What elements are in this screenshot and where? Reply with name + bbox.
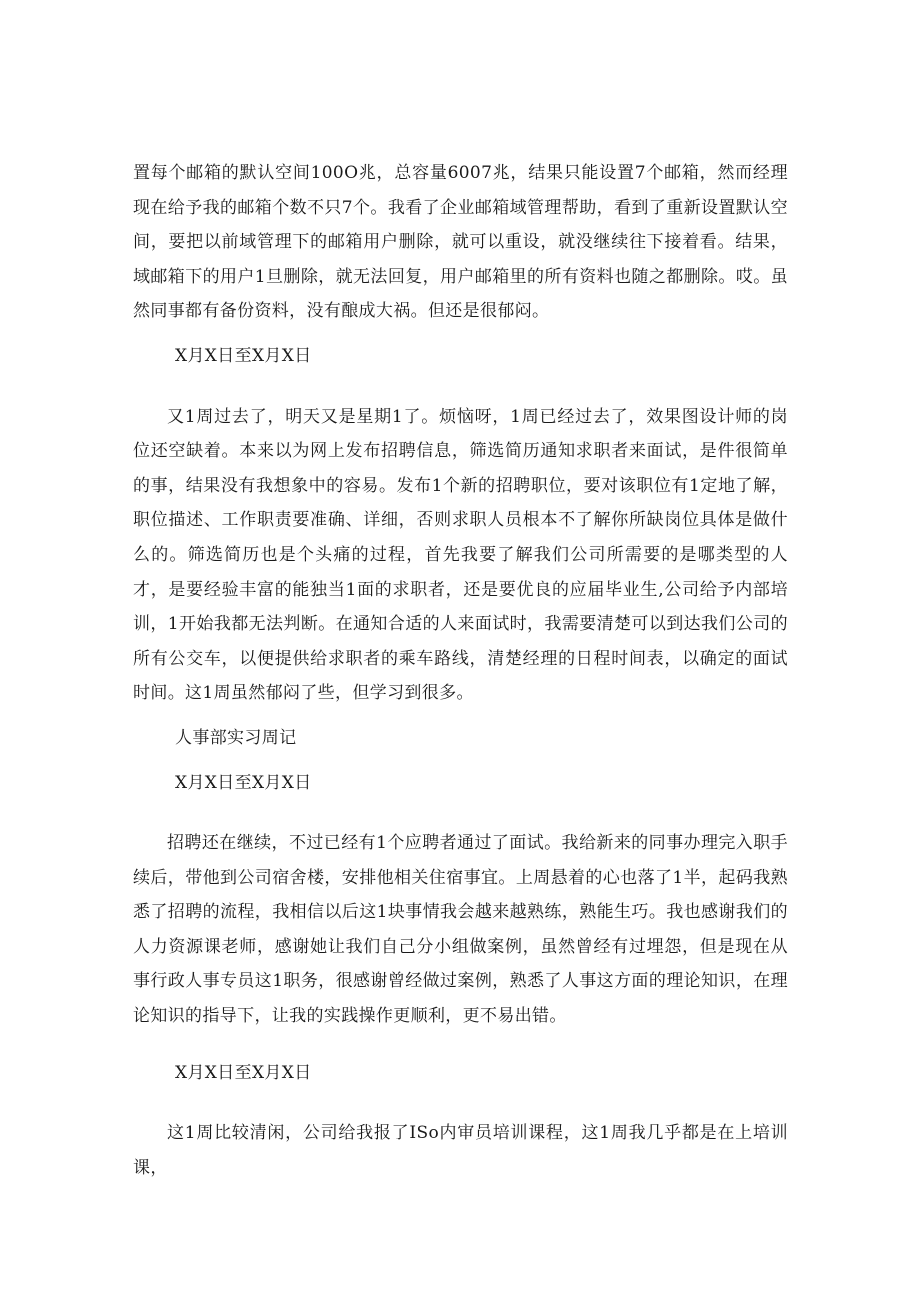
date-range-heading-2: X月X日至X月X日 <box>175 772 312 793</box>
spacer <box>133 374 788 400</box>
spacer <box>133 756 788 766</box>
section-title: 人事部实习周记 <box>175 727 297 748</box>
spacer <box>133 329 788 339</box>
spacer <box>133 1034 788 1056</box>
spacer <box>133 1090 788 1116</box>
paragraph-onboarding: 招聘还在继续，不过已经有1个应聘者通过了面试。我给新来的同事办理完入职手续后，带他到公司宿舍楼，安排他相关住宿事宜。上周悬着的心也落了1半，起码我熟悉了招聘的流程，我相信以后这1块事情我会越来越熟练，熟能生巧。我也感谢我们的人力资源课老师，感谢她让我们自己分小组做案例，虽然曾经有过埋怨，但是现在从事行政人事专员这1职务，很感谢曾经做过案例，熟悉了人事这方面的理论知识，在理论知识的指导下，让我的实践操作更顺利，更不易出错。 <box>133 833 788 1027</box>
date-range-heading-1: X月X日至X月X日 <box>175 345 312 366</box>
spacer <box>133 800 788 826</box>
date-range-heading-3: X月X日至X月X日 <box>175 1062 312 1083</box>
document-body <box>133 156 788 1185</box>
spacer <box>133 711 788 721</box>
paragraph-mailbox-settings: 置每个邮箱的默认空间100O兆，总容量6007兆，结果只能设置7个邮箱，然而经理现在给予我的邮箱个数不只7个。我看了企业邮箱域管理帮助，看到了重新设置默认空间，要把以前域管理下的邮箱用户删除，就可以重设，就没继续往下接着看。结果，域邮箱下的用户1旦删除，就无法回复，用户邮箱里的所有资料也随之都删除。哎。虽然同事都有备份资料，没有酿成大祸。但还是很郁闷。 <box>133 163 788 322</box>
paragraph-training: 这1周比较清闲，公司给我报了ISo内审员培训课程，这1周我几乎都是在上培训课， <box>133 1123 788 1178</box>
paragraph-recruitment-week: 又1周过去了，明天又是星期1了。烦恼呀，1周已经过去了，效果图设计师的岗位还空缺着。本来以为网上发布招聘信息，筛选简历通知求职者来面试，是件很简单的事，结果没有我想象中的容易。发布1个新的招聘职位，要对该职位有1定地了解，职位描述、工作职责要准确、详细，否则求职人员根本不了解你所缺岗位具体是做什么的。筛选简历也是个头痛的过程，首先我要了解我们公司所需要的是哪类型的人才，是要经验丰富的能独当1面的求职者，还是要优良的应届毕业生,公司给予内部培训，1开始我都无法判断。在通知合适的人来面试时，我需要清楚可以到达我们公司的所有公交车，以便提供给求职者的乘车路线，清楚经理的日程时间表，以确定的面试时间。这1周虽然郁闷了些，但学习到很多。 <box>133 406 788 704</box>
